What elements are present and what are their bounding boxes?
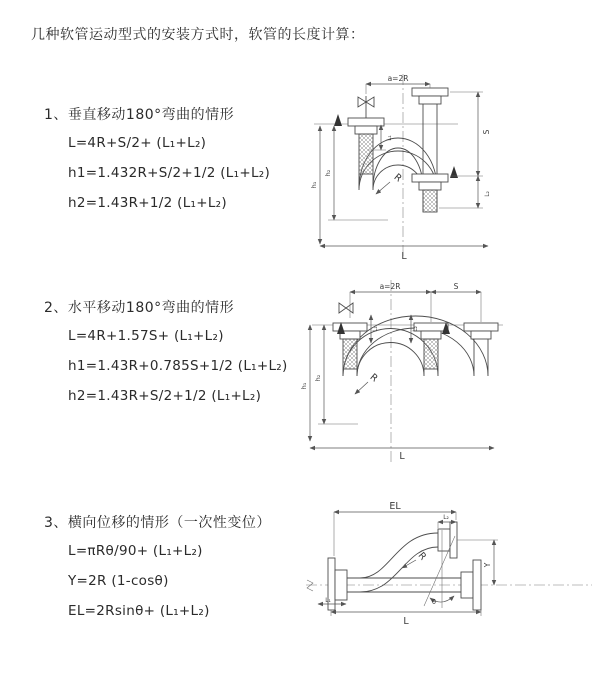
formula-length: L=πRθ/90+ (L₁+L₂) [68,543,203,559]
dim-label-l1: L₁ [325,598,331,604]
dim-label-l2: L₂ [413,326,419,332]
diagram-lateral-displacement [298,500,600,650]
section-horizontal-180 [44,297,288,418]
dimension-lines [320,84,488,246]
left-flange [333,322,367,369]
formula-h1: h1=1.43R+0.785S+1/2 (L₁+L₂) [68,358,288,374]
dimension-labels [310,74,491,262]
formula-h1: h1=1.432R+S/2+1/2 (L₁+L₂) [68,165,271,181]
dim-label-theta: θ [432,598,436,606]
dim-label-width: a=2R [379,282,401,291]
formula-y: Y=2R (1-cosθ) [68,573,169,589]
dim-label-h2: h₂ [324,169,332,177]
valve-icon [339,303,353,313]
dim-label-l1: L₁ [373,326,379,332]
middle-flange [414,322,450,369]
dim-label-h1: h₁ [310,181,318,189]
dim-label-h1: h₁ [300,382,308,390]
dim-label-l: L [403,616,409,627]
dim-label-l: L [401,251,407,262]
formula-length: L=4R+S/2+ (L₁+L₂) [68,135,207,151]
dim-label-r: R [367,371,380,385]
dimension-lines [310,292,494,448]
formula-length: L=4R+1.57S+ (L₁+L₂) [68,328,224,344]
dim-label-l2: L₂ [485,191,491,197]
formula-h2: h2=1.43R+1/2 (L₁+L₂) [68,195,227,211]
dim-label-l2: L₂ [443,515,449,521]
dim-label-s: S [482,129,491,135]
diagram-horizontal-180-bend [298,276,538,466]
formula-el: EL=2Rsinθ+ (L₁+L₂) [68,603,210,619]
left-flange [334,114,384,174]
movement-arrow [334,114,342,126]
break-mark [307,580,313,591]
section-lateral-displacement [44,512,271,633]
formula-h2: h2=1.43R+S/2+1/2 (L₁+L₂) [68,388,262,404]
diagram-vertical-180-bend [308,70,600,262]
centerline [306,580,592,591]
right-flange-lower [461,560,481,610]
section-heading: 2、水平移动180°弯曲的情形 [44,300,235,316]
section-heading: 1、垂直移动180°弯曲的情形 [44,107,235,123]
dim-label-r: R [415,550,429,563]
left-flange [328,558,360,610]
dim-label-l1: L₁ [387,135,393,141]
dim-label-width: a=2R [387,74,409,83]
page-title: 几种软管运动型式的安装方式时，软管的长度计算： [31,27,365,43]
section-heading: 3、横向位移的情形（一次性变位） [44,515,271,531]
dim-label-y: Y [483,562,492,568]
section-vertical-180 [44,104,270,225]
dim-label-h2: h₂ [314,374,322,382]
valve-icon [358,96,374,118]
right-flange-upper [412,88,448,174]
dim-label-r: R [391,171,404,185]
hose-displaced-position [360,533,438,592]
dim-label-l: L [399,451,405,462]
dim-label-s: S [453,282,459,291]
dim-label-el: EL [389,501,401,512]
